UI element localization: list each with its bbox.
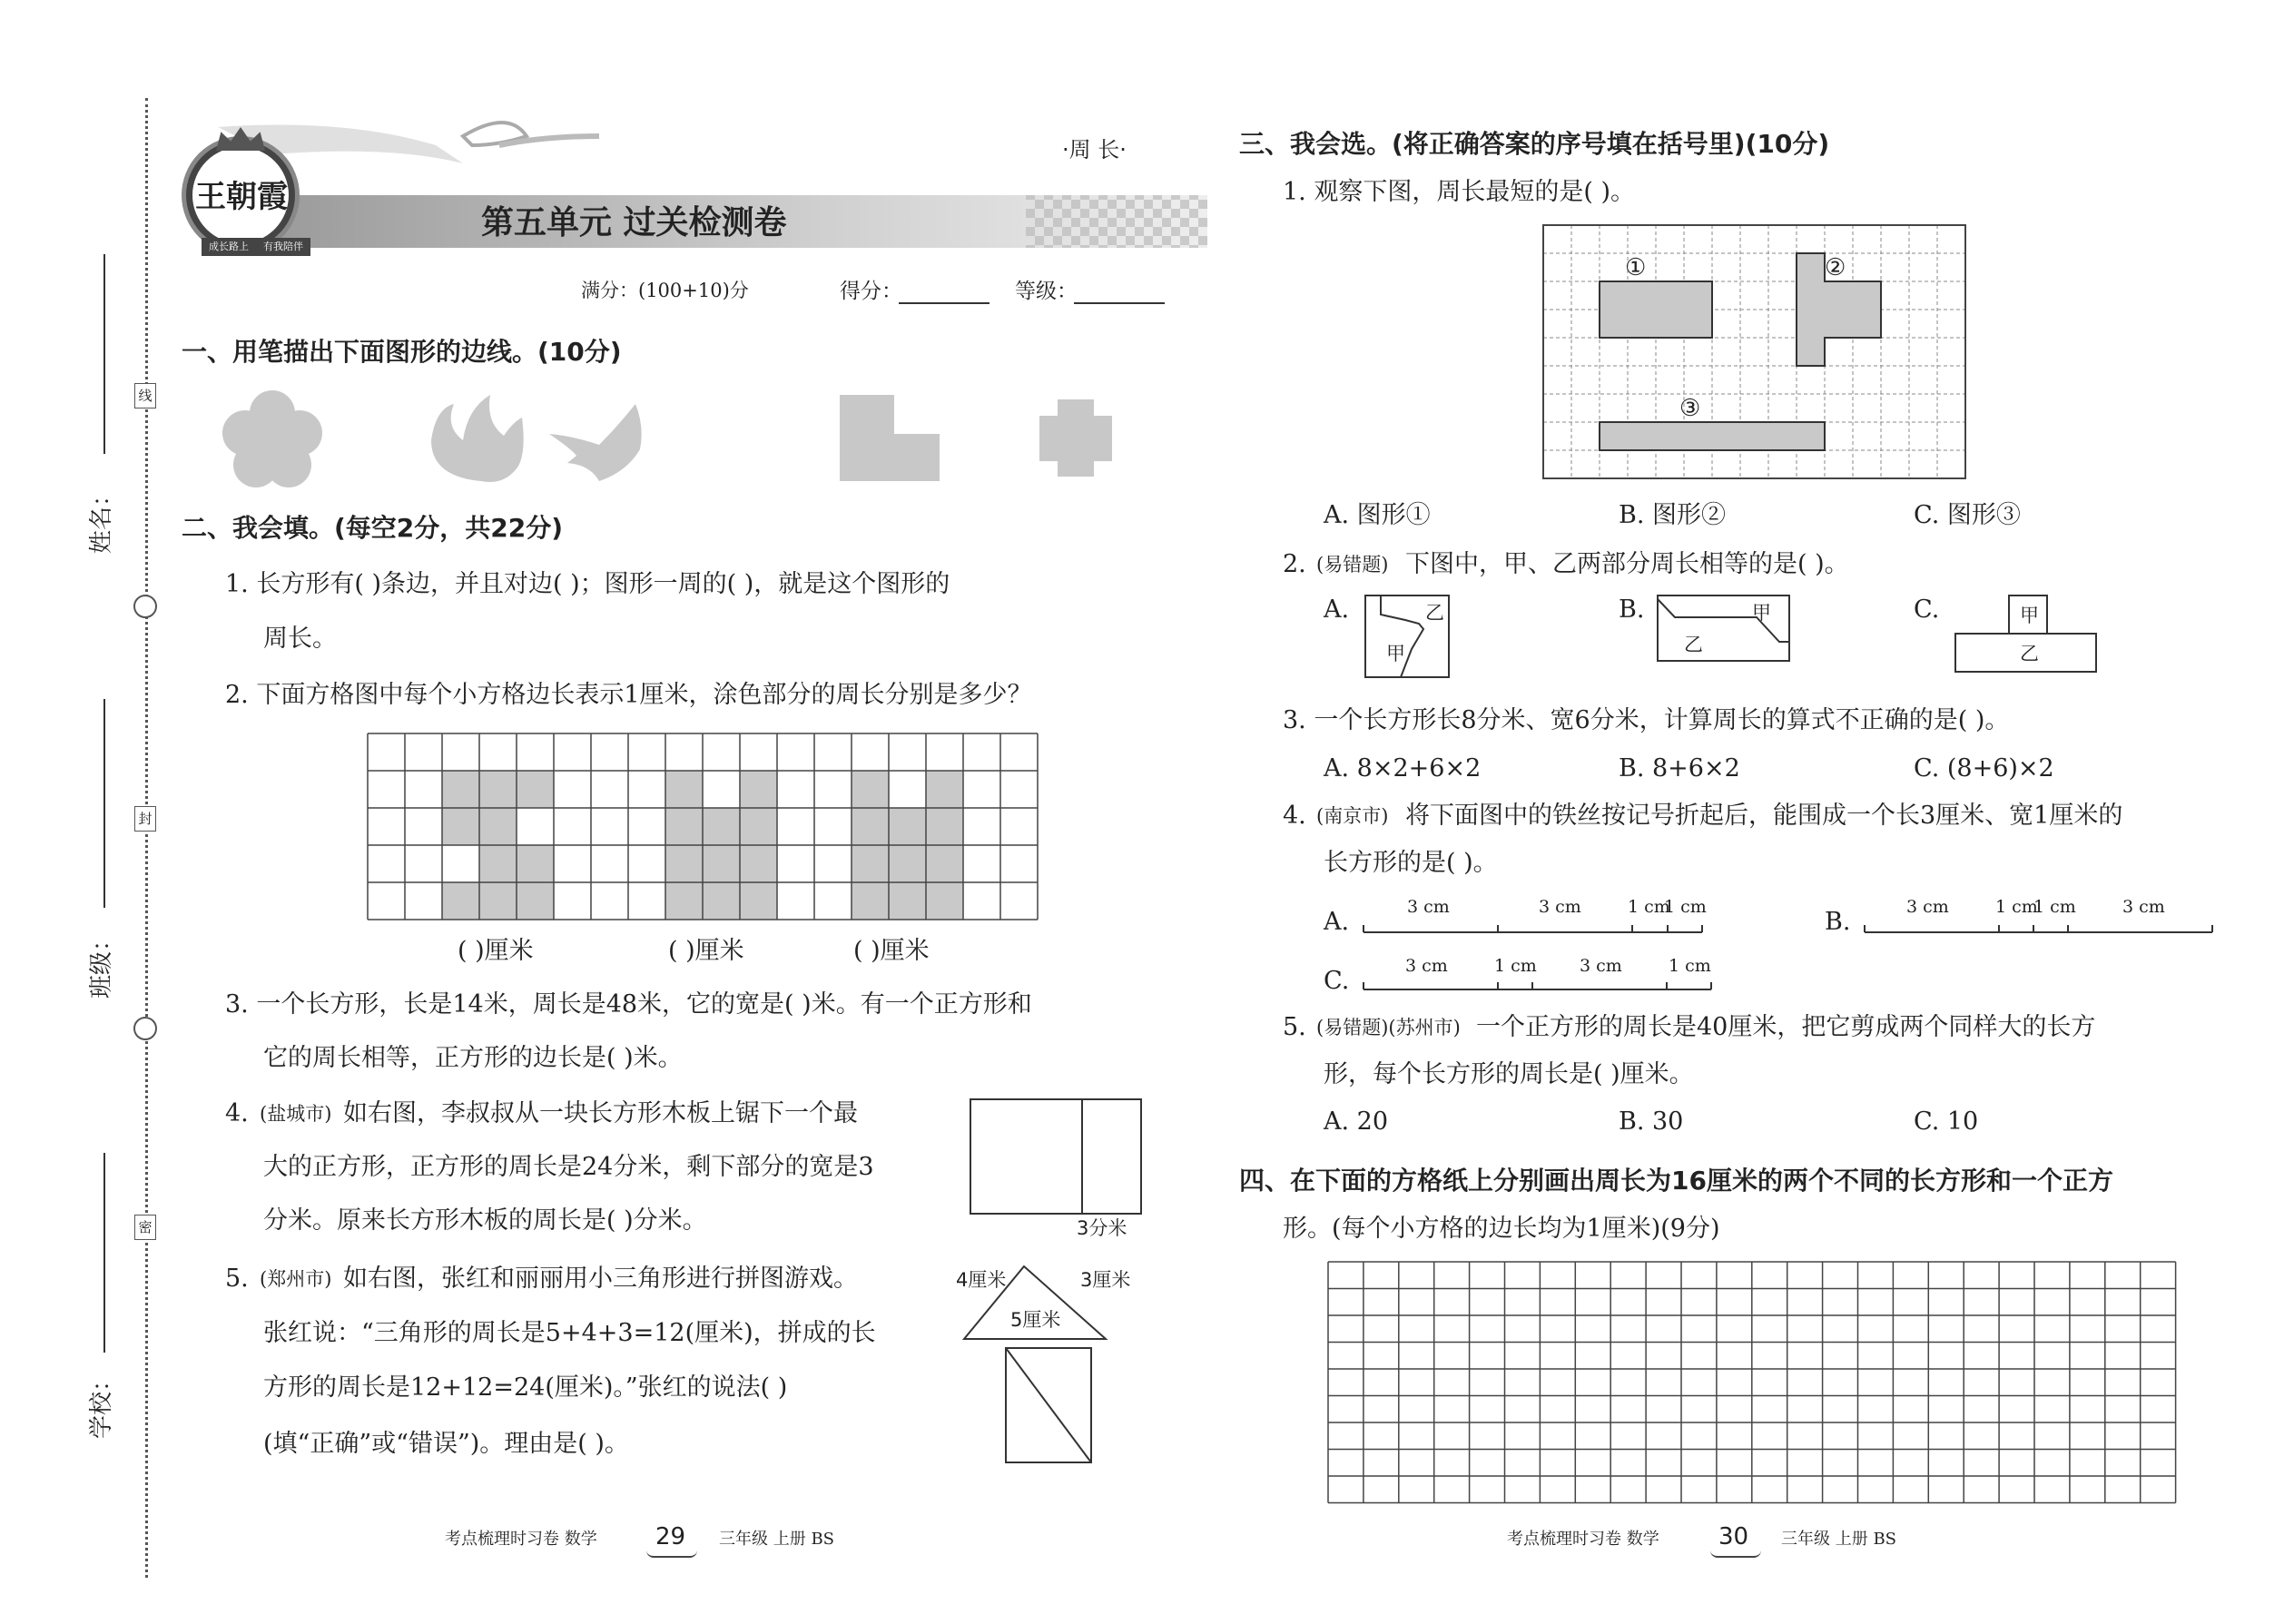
footer-right-text: 考点梳理时习卷 数学 [1507, 1530, 1659, 1549]
q2-text: 2. 下面方格图中每个小方格边长表示1厘米，涂色部分的周长分别是多少？ [225, 681, 1032, 709]
r1-grid [1543, 225, 1970, 484]
q2-blank-3[interactable]: ( )厘米 [853, 937, 930, 965]
r4-a-l4: 1 cm [1664, 897, 1707, 917]
shaded-cell [926, 808, 963, 845]
name-label: 姓名： [88, 482, 115, 554]
q5-fig-label-1: 4厘米 [956, 1269, 1007, 1291]
shaded-cell [479, 808, 517, 845]
r4-a-l2: 3 cm [1539, 897, 1581, 917]
footer-left-text: 考点梳理时习卷 数学 [445, 1530, 597, 1549]
r4-option-a[interactable]: A. [1324, 908, 1350, 936]
footer-left-page: 29 [655, 1523, 686, 1550]
r2-figure-b [1657, 595, 1793, 667]
q4-line1: 如右图，李叔叔从一块长方形木板上锯下一个最 [343, 1099, 858, 1127]
r5-option-c[interactable]: C. 10 [1914, 1107, 1979, 1136]
r4-c-l2: 1 cm [1494, 956, 1537, 976]
q5-fig-label-2: 3厘米 [1080, 1269, 1131, 1291]
binding-ring-2 [133, 1017, 157, 1040]
shaded-cell [517, 771, 554, 808]
class-label: 班级： [88, 927, 115, 999]
r2-c-jia: 甲 [2020, 605, 2039, 626]
shaded-cell [479, 845, 517, 882]
q5-number: 5. [225, 1265, 249, 1293]
r4-line1: 将下面图中的铁丝按记号折起后，能围成一个长3厘米、宽1厘米的 [1405, 802, 2123, 830]
score-label: 得分： [840, 280, 902, 303]
q5-line3: 方形的周长是12+12=24(厘米)。”张红的说法( ) [263, 1373, 788, 1402]
r1-option-a[interactable]: A. 图形① [1324, 501, 1431, 529]
shaded-cell [852, 771, 889, 808]
r4-c-l1: 3 cm [1405, 956, 1448, 976]
shaded-cell [926, 882, 963, 920]
shaded-cell [665, 882, 703, 920]
q4-number: 4. [225, 1099, 249, 1127]
q5-figure [962, 1262, 1144, 1471]
shaded-cell [740, 845, 777, 882]
shaded-cell [852, 808, 889, 845]
r1-fig-label-3: ③ [1679, 395, 1701, 422]
footer-right-grade: 三年级 上册 BS [1781, 1530, 1897, 1549]
r3-option-c[interactable]: C. (8+6)×2 [1914, 754, 2054, 782]
grade-input[interactable] [1074, 302, 1165, 304]
section-2-title: 二、我会填。(每空2分，共22分) [182, 513, 564, 543]
r2-option-a[interactable]: A. [1324, 595, 1350, 624]
r2-b-jia: 甲 [1752, 602, 1771, 624]
r4-b-l3: 1 cm [2033, 897, 2076, 917]
shaded-cell [740, 882, 777, 920]
q4-line2: 大的正方形，正方形的周长是24分米，剩下部分的宽是3 [263, 1153, 874, 1181]
r3-text: 3. 一个长方形长8分米、宽6分米，计算周长的算式不正确的是( )。 [1283, 706, 2010, 734]
bird-shape [549, 404, 642, 481]
section-1-title: 一、用笔描出下面图形的边线。(10分) [182, 337, 622, 367]
figure-1 [1600, 281, 1712, 338]
section-4-line1: 四、在下面的方格纸上分别画出周长为16厘米的两个不同的长方形和一个正方 [1239, 1166, 2113, 1196]
binding-dotted-line [145, 98, 148, 1578]
r5-number: 5. [1283, 1013, 1306, 1041]
shaded-cell [926, 845, 963, 882]
shaded-cell [442, 771, 479, 808]
r2-option-c[interactable]: C. [1914, 595, 1940, 624]
q1-line2: 周长。 [263, 625, 337, 653]
shaded-cell [517, 882, 554, 920]
shaded-cell [740, 771, 777, 808]
r1-option-b[interactable]: B. 图形② [1619, 501, 1727, 529]
section-3-title: 三、我会选。(将正确答案的序号填在括号里)(10分) [1239, 129, 1830, 159]
q5-line4: (填“正确”或“错误”)。理由是( )。 [263, 1430, 629, 1458]
r2-tag: (易错题) [1316, 554, 1389, 576]
grade-label: 等级： [1015, 280, 1078, 303]
r2-b-yi: 乙 [1684, 634, 1703, 655]
r4-c-l3: 3 cm [1580, 956, 1622, 976]
footer-left-book-icon [646, 1550, 697, 1558]
seal-box-2: 封 [134, 806, 156, 832]
shaded-cell [517, 845, 554, 882]
footer-left-grade: 三年级 上册 BS [719, 1530, 835, 1549]
shaded-cell [665, 771, 703, 808]
q4-line3: 分米。原来长方形木板的周长是( )分米。 [263, 1206, 707, 1235]
section-4-line2: 形。(每个小方格的边长均为1厘米)(9分) [1283, 1215, 1720, 1243]
q5-fig-label-3: 5厘米 [1010, 1309, 1061, 1331]
q5-line1: 如右图，张红和丽丽用小三角形进行拼图游戏。 [343, 1265, 858, 1293]
shaded-cell [889, 882, 926, 920]
r2-a-jia: 甲 [1386, 643, 1405, 664]
r5-line2: 形，每个长方形的周长是( )厘米。 [1324, 1060, 1694, 1088]
logo-sub-left: 成长路上 [209, 241, 249, 252]
score-input[interactable] [899, 302, 989, 304]
footer-right-page: 30 [1718, 1523, 1749, 1550]
r4-option-b[interactable]: B. [1825, 908, 1851, 936]
school-label: 学校： [88, 1367, 115, 1439]
shaded-cell [852, 882, 889, 920]
q3-line1: 3. 一个长方形，长是14米，周长是48米，它的宽是( )米。有一个正方形和 [225, 990, 1032, 1019]
drawing-grid[interactable] [1328, 1262, 2191, 1507]
q5-line2: 张红说：“三角形的周长是5+4+3=12(厘米)，拼成的长 [263, 1319, 876, 1347]
r4-line2: 长方形的是( )。 [1324, 849, 1498, 877]
r4-b-l4: 3 cm [2122, 897, 2165, 917]
r3-option-a[interactable]: A. 8×2+6×2 [1324, 754, 1482, 782]
r5-tag: (易错题)(苏州市) [1316, 1017, 1461, 1038]
q4-figure [970, 1098, 1142, 1215]
r2-text: 下图中，甲、乙两部分周长相等的是( )。 [1405, 550, 1849, 578]
full-score: 满分：(100+10)分 [581, 280, 749, 301]
r5-option-a[interactable]: A. 20 [1324, 1107, 1389, 1136]
r3-option-b[interactable]: B. 8+6×2 [1619, 754, 1740, 782]
q2-blank-1[interactable]: ( )厘米 [458, 937, 534, 965]
shaded-cell [442, 808, 479, 845]
footer-right-book-icon [1710, 1550, 1761, 1558]
r5-line1: 一个正方形的周长是40厘米，把它剪成两个同样大的长方 [1476, 1013, 2096, 1041]
flame-shape [431, 395, 524, 482]
seal-box-3: 密 [134, 1215, 156, 1240]
q5-tag: (郑州市) [260, 1268, 332, 1290]
logo-sub-right: 有我陪伴 [263, 241, 303, 252]
r1-fig-label-2: ② [1825, 254, 1846, 281]
shaded-cell [852, 845, 889, 882]
shaded-cell [479, 771, 517, 808]
shaded-cell [479, 882, 517, 920]
shaded-cell [703, 808, 740, 845]
q3-line2: 它的周长相等，正方形的边长是( )米。 [263, 1044, 683, 1072]
q4-figure-label: 3分米 [1077, 1217, 1127, 1239]
r4-b-l1: 3 cm [1906, 897, 1949, 917]
r1-fig-label-1: ① [1625, 254, 1647, 281]
page-title: 第五单元 过关检测卷 [481, 204, 787, 241]
r4-c-l4: 1 cm [1669, 956, 1711, 976]
shaded-cell [889, 845, 926, 882]
q1-line1: 1. 长方形有( )条边，并且对边( )；图形一周的( )，就是这个图形的 [225, 570, 950, 598]
r4-a-l3: 1 cm [1628, 897, 1670, 917]
flower-shape [222, 390, 322, 487]
shaded-cell [703, 845, 740, 882]
shaded-cell [926, 771, 963, 808]
r4-tag: (南京市) [1316, 805, 1389, 827]
q2-grid [368, 733, 1058, 929]
r2-option-b[interactable]: B. [1619, 595, 1645, 624]
trace-shapes [218, 390, 1216, 499]
r4-a-l1: 3 cm [1407, 897, 1450, 917]
r2-c-yi: 乙 [2020, 643, 2039, 664]
seal-box-1: 线 [134, 383, 156, 408]
r1-option-c[interactable]: C. 图形③ [1914, 501, 2021, 529]
shaded-cell [740, 808, 777, 845]
topic-label: ·周 长· [1062, 137, 1127, 162]
shaded-cell [889, 808, 926, 845]
q2-blank-2[interactable]: ( )厘米 [668, 937, 744, 965]
logo-ribbon [202, 238, 310, 256]
r1-text: 1. 观察下图，周长最短的是( )。 [1283, 178, 1635, 206]
r4-b-l2: 1 cm [1995, 897, 2038, 917]
shaded-cell [665, 808, 703, 845]
shaded-cell [442, 882, 479, 920]
l-shape [840, 395, 940, 481]
logo-text: 王朝霞 [195, 179, 288, 215]
r4-option-c[interactable]: C. [1324, 967, 1350, 995]
r2-a-yi: 乙 [1425, 602, 1444, 624]
r2-number: 2. [1283, 550, 1306, 578]
figure-3 [1600, 422, 1825, 450]
r5-option-b[interactable]: B. 30 [1619, 1107, 1684, 1136]
q4-tag: (盐城市) [260, 1103, 332, 1125]
cross-shape [1039, 399, 1112, 477]
binding-ring-1 [133, 595, 157, 618]
shaded-cell [665, 845, 703, 882]
shaded-cell [703, 882, 740, 920]
r4-number: 4. [1283, 802, 1306, 830]
